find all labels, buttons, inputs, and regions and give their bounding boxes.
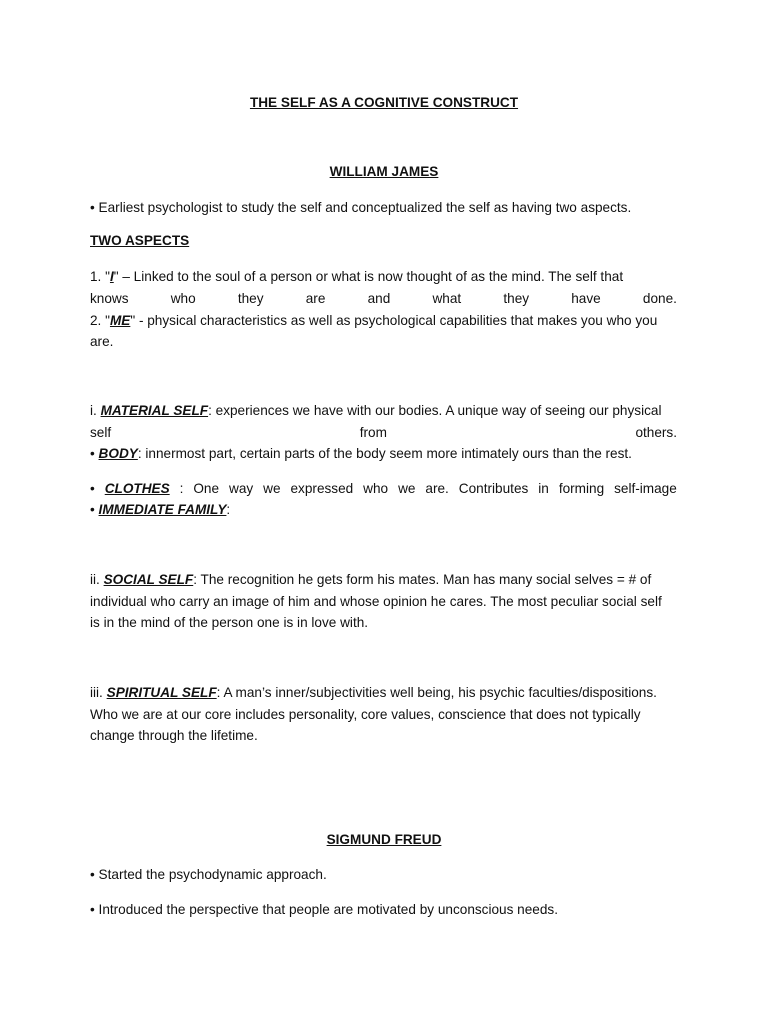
social-self-term: SOCIAL SELF <box>103 572 194 587</box>
material-self-term: MATERIAL SELF <box>100 403 209 418</box>
freud-bullet-2: • Introduced the perspective that people are motivated by unconscious needs. <box>90 902 558 917</box>
immediate-family-bullet: • IMMEDIATE FAMILY: <box>90 502 231 517</box>
spiritual-self-line2: Who we are at our core includes personality, core values, conscience that does not typically <box>90 707 641 722</box>
aspect-i-term: I <box>109 269 114 284</box>
clothes-term: CLOTHES <box>104 481 170 496</box>
spiritual-self-term: SPIRITUAL SELF <box>106 685 217 700</box>
aspect-me-term: ME <box>109 313 131 328</box>
spiritual-self-line1: iii. SPIRITUAL SELF: A man’s inner/subjectivities well being, his psychic faculties/dispositions. <box>90 685 657 700</box>
aspect-me-line1: 2. "ME" - physical characteristics as well as psychological capabilities that makes you who you <box>90 313 658 328</box>
aspect-i-line2: knows who they are and what they have done. <box>90 291 677 306</box>
document-title: THE SELF AS A COGNITIVE CONSTRUCT <box>249 95 519 110</box>
social-self-line2: individual who carry an image of him and whose opinion he cares. The most peculiar social self <box>90 594 662 609</box>
material-self-line2: self from others. <box>90 425 677 440</box>
body-bullet: • BODY: innermost part, certain parts of the body seem more intimately ours than the rest. <box>90 446 632 461</box>
freud-bullet-1: • Started the psychodynamic approach. <box>90 867 327 882</box>
spiritual-self-line3: change through the lifetime. <box>90 728 258 743</box>
section-heading-william-james: WILLIAM JAMES <box>329 164 439 179</box>
aspect-me-line2: are. <box>90 334 114 349</box>
social-self-line1: ii. SOCIAL SELF: The recognition he gets form his mates. Man has many social selves = # of <box>90 572 652 587</box>
social-self-line3: is in the mind of the person one is in love with. <box>90 615 369 630</box>
aspect-i-line1: 1. "I" – Linked to the soul of a person or what is now thought of as the mind. The self that <box>90 269 624 284</box>
two-aspects-heading: TWO ASPECTS <box>90 233 190 248</box>
material-self-line1: i. MATERIAL SELF: experiences we have with our bodies. A unique way of seeing our physical <box>90 403 662 418</box>
clothes-bullet: • CLOTHES : One way we expressed who we are. Contributes in forming self-image <box>90 478 677 500</box>
immediate-family-term: IMMEDIATE FAMILY <box>98 502 227 517</box>
body-term: BODY <box>98 446 138 461</box>
james-intro-bullet: • Earliest psychologist to study the self and conceptualized the self as having two aspects. <box>90 200 632 215</box>
section-heading-sigmund-freud: SIGMUND FREUD <box>326 832 442 847</box>
